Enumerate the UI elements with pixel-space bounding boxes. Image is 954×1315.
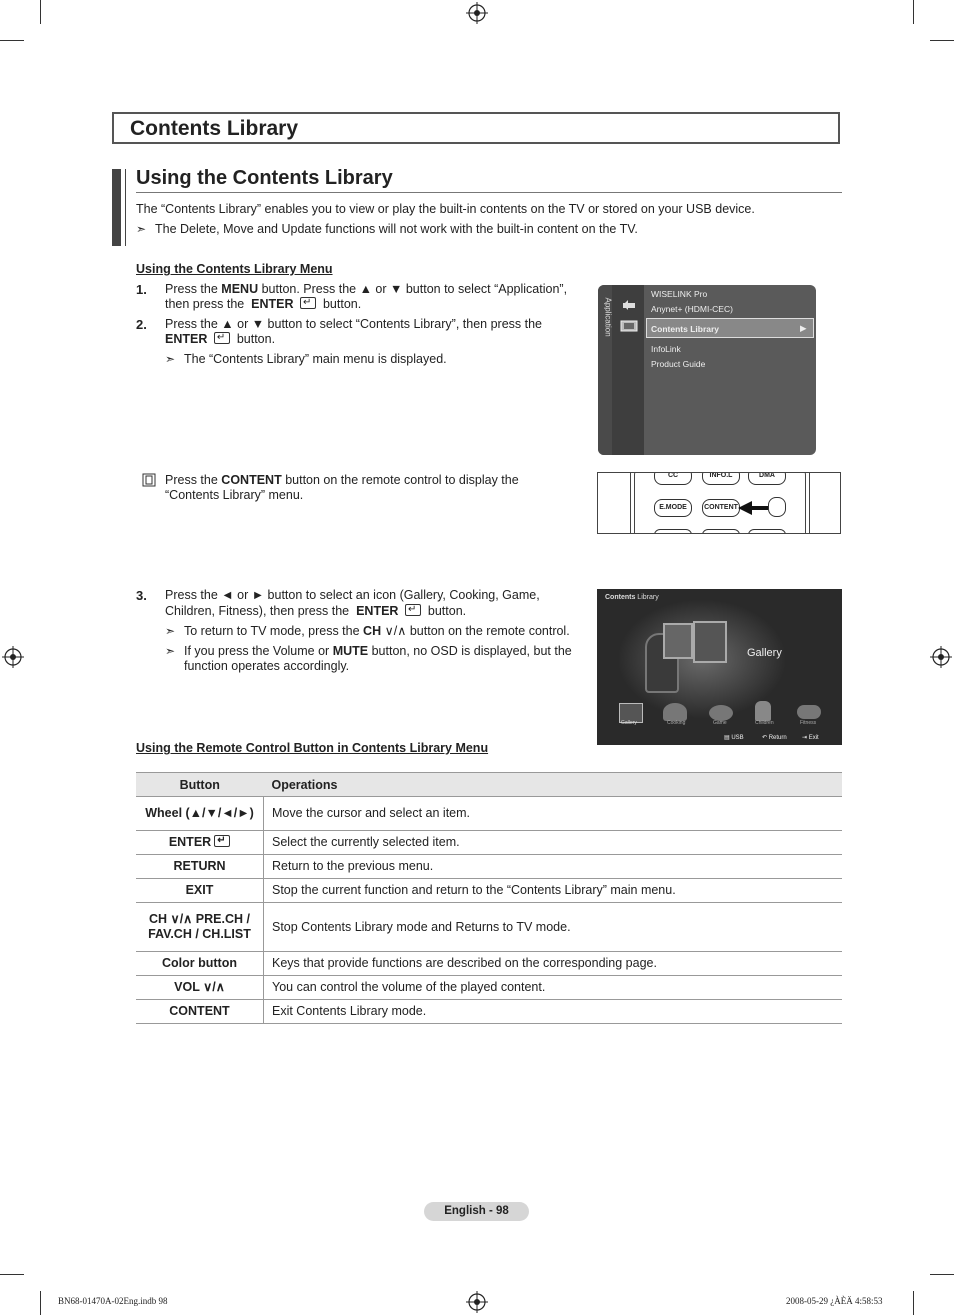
icon-label-fitness: Fitness bbox=[800, 720, 817, 726]
icon-label-children: Children bbox=[755, 720, 774, 726]
menu-heading: Using the Contents Library Menu bbox=[136, 262, 333, 276]
operation-cell: Stop the current function and return to the “Contents Library” main menu. bbox=[264, 879, 843, 903]
step1-text-b: button. Press the ▲ or ▼ button to select “Application”, bbox=[261, 282, 568, 296]
page-subtitle: Using the Contents Library bbox=[136, 167, 393, 189]
remote-control-image bbox=[597, 472, 841, 534]
remote-info-button[interactable]: INFO.L bbox=[702, 472, 740, 485]
crop-mark bbox=[913, 0, 914, 24]
table-row bbox=[136, 952, 842, 976]
enter-keyword: ENTER bbox=[356, 604, 399, 618]
remote-dma-button[interactable]: DMA bbox=[748, 472, 786, 485]
remote-emode-button[interactable]: E.MODE bbox=[654, 499, 692, 517]
operation-cell: Return to the previous menu. bbox=[264, 855, 843, 879]
remote-side-button[interactable] bbox=[768, 497, 786, 517]
table-row bbox=[136, 976, 842, 1000]
step-number: 3. bbox=[136, 588, 147, 603]
remote-button-table bbox=[136, 772, 842, 1024]
icon-label-gallery: Gallery bbox=[621, 720, 637, 726]
registration-mark-icon bbox=[466, 1291, 488, 1313]
table-row bbox=[136, 855, 842, 879]
subtitle-rule bbox=[136, 192, 842, 193]
remote-table-heading: Using the Remote Control Button in Contents Library Menu bbox=[136, 741, 489, 755]
return-hint-label: Return bbox=[768, 735, 787, 741]
crop-mark bbox=[0, 1274, 24, 1275]
crop-mark bbox=[930, 40, 954, 41]
icon-label-game: Game bbox=[713, 720, 727, 726]
cooking-icon[interactable] bbox=[663, 703, 687, 721]
tv-application-menu bbox=[598, 285, 816, 455]
remote-button-row bbox=[748, 529, 786, 534]
table-header-row bbox=[136, 773, 842, 797]
menu-item-wiselink[interactable]: WISELINK Pro bbox=[651, 289, 708, 299]
enter-icon bbox=[214, 332, 230, 344]
application-icon bbox=[620, 320, 638, 332]
step2-text-b: button. bbox=[236, 332, 276, 346]
content-keyword: CONTENT bbox=[221, 473, 282, 487]
button-cell: RETURN bbox=[136, 855, 264, 879]
content-note-text-b: button on the remote control to display the bbox=[285, 473, 519, 487]
usb-hint-label: USB bbox=[731, 735, 744, 741]
step1-line2 bbox=[165, 297, 361, 312]
step1-line1 bbox=[165, 282, 567, 297]
crop-mark bbox=[40, 1291, 41, 1315]
intro-note: The Delete, Move and Update functions will not work with the built-in content on the TV. bbox=[155, 222, 638, 236]
step3-note2 bbox=[184, 644, 572, 659]
page-number-badge: English - 98 bbox=[424, 1202, 529, 1221]
exit-hint bbox=[802, 734, 819, 741]
children-icon[interactable] bbox=[755, 701, 771, 721]
column-header-operations: Operations bbox=[264, 773, 843, 797]
exit-hint-label: Exit bbox=[808, 735, 819, 741]
button-cell bbox=[136, 831, 264, 855]
remote-button-row bbox=[654, 529, 692, 534]
step3-note2-b: button, no OSD is displayed, but the bbox=[371, 644, 572, 658]
operation-cell: Move the cursor and select an item. bbox=[264, 797, 843, 831]
button-cell: Color button bbox=[136, 952, 264, 976]
crop-mark bbox=[40, 0, 41, 24]
note-arrow-icon: ➣ bbox=[165, 624, 176, 638]
game-icon[interactable] bbox=[709, 705, 733, 721]
step3-note1-b: button on the remote control. bbox=[409, 624, 570, 638]
enter-icon bbox=[300, 297, 316, 309]
note-arrow-icon: ➣ bbox=[165, 644, 176, 658]
step-number: 1. bbox=[136, 282, 147, 297]
content-note-text-a: Press the bbox=[165, 473, 218, 487]
operation-cell: Exit Contents Library mode. bbox=[264, 1000, 843, 1024]
step-number: 2. bbox=[136, 317, 147, 332]
menu-item-arrow-icon: ▶ bbox=[800, 323, 807, 333]
step3-note2-line2: function operates accordingly. bbox=[184, 659, 350, 673]
exit-hint-icon: ⇥ bbox=[802, 735, 808, 741]
enter-icon bbox=[214, 835, 230, 847]
crop-mark bbox=[0, 40, 24, 41]
note-arrow-icon: ➣ bbox=[136, 222, 147, 236]
step3-line2 bbox=[165, 604, 466, 619]
column-header-button: Button bbox=[136, 773, 264, 797]
registration-mark-icon bbox=[2, 646, 24, 668]
menu-side-label: Application bbox=[603, 297, 613, 337]
enter-keyword: ENTER bbox=[165, 332, 208, 346]
input-icon bbox=[622, 299, 636, 311]
ch-keyword: CH bbox=[363, 624, 382, 638]
menu-item-infolink[interactable]: InfoLink bbox=[651, 344, 681, 354]
picture-frame-2 bbox=[693, 621, 727, 663]
contents-library-screen bbox=[597, 589, 842, 745]
section-title: Contents Library bbox=[130, 117, 299, 140]
table-row bbox=[136, 879, 842, 903]
table-row bbox=[136, 797, 842, 831]
step2-note: The “Contents Library” main menu is displayed. bbox=[184, 352, 447, 366]
step3-text-b: Children, Fitness), then press the bbox=[165, 604, 350, 618]
registration-mark-icon bbox=[466, 2, 488, 24]
screen-title-rest: Library bbox=[637, 594, 659, 601]
crop-mark bbox=[913, 1291, 914, 1315]
print-timestamp: 2008-05-29 ¿ÀÈÄ 4:58:53 bbox=[786, 1296, 883, 1306]
mute-keyword: MUTE bbox=[332, 644, 369, 658]
note-arrow-icon: ➣ bbox=[165, 352, 176, 366]
table-row bbox=[136, 903, 842, 952]
ch-up-down-icon: ∨/∧ bbox=[384, 624, 407, 638]
button-cell: CH ∨/∧ PRE.CH / FAV.CH / CH.LIST bbox=[136, 903, 264, 952]
menu-keyword: MENU bbox=[221, 282, 259, 296]
operation-cell: Stop Contents Library mode and Returns to TV mode. bbox=[264, 903, 843, 952]
fitness-icon[interactable] bbox=[797, 705, 821, 719]
registration-mark-icon bbox=[930, 646, 952, 668]
step3-note2-a: If you press the Volume or bbox=[184, 644, 330, 658]
step1-text-a: Press the bbox=[165, 282, 218, 296]
screen-title bbox=[605, 594, 659, 601]
button-cell-label: ENTER bbox=[168, 835, 212, 849]
return-hint bbox=[762, 734, 787, 741]
crop-mark bbox=[930, 1274, 954, 1275]
remote-button-row bbox=[702, 529, 740, 534]
button-cell: Wheel (▲/▼/◄/►) bbox=[136, 797, 264, 831]
pointer-arrow-icon bbox=[738, 499, 770, 517]
step2-line2 bbox=[165, 332, 275, 347]
button-cell: EXIT bbox=[136, 879, 264, 903]
enter-keyword: ENTER bbox=[251, 297, 294, 311]
step1-text-d: button. bbox=[322, 297, 362, 311]
return-hint-icon: ↶ bbox=[762, 735, 768, 741]
picture-frame-1 bbox=[663, 623, 693, 659]
step3-note1-a: To return to TV mode, press the bbox=[184, 624, 360, 638]
intro-text: The “Contents Library” enables you to view or play the built-in contents on the TV or stored on your USB device. bbox=[136, 202, 755, 216]
menu-item-product-guide[interactable]: Product Guide bbox=[651, 359, 706, 369]
step1-text-c: then press the bbox=[165, 297, 245, 311]
enter-icon bbox=[405, 604, 421, 616]
icon-label-cooking: Cooking bbox=[667, 720, 686, 726]
operation-cell: Select the currently selected item. bbox=[264, 831, 843, 855]
print-file-info: BN68-01470A-02Eng.indb 98 bbox=[58, 1296, 168, 1306]
section-header bbox=[112, 112, 840, 144]
selected-category-label: Gallery bbox=[747, 647, 782, 659]
remote-note-icon bbox=[142, 473, 156, 487]
step3-note1 bbox=[184, 624, 570, 639]
menu-item-contents-library[interactable]: Contents Library bbox=[651, 324, 720, 334]
usb-hint-icon: ▤ bbox=[724, 735, 730, 741]
menu-item-anynet[interactable]: Anynet+ (HDMI-CEC) bbox=[651, 304, 733, 314]
step3-line1: Press the ◄ or ► button to select an icon (Gallery, Cooking, Game, bbox=[165, 588, 540, 602]
content-note-line1 bbox=[165, 473, 519, 488]
content-note-line2: “Contents Library” menu. bbox=[165, 488, 304, 502]
operation-cell: Keys that provide functions are described on the corresponding page. bbox=[264, 952, 843, 976]
accent-bar-gap bbox=[121, 169, 125, 246]
button-cell: CONTENT bbox=[136, 1000, 264, 1024]
screen-title-bold: Contents bbox=[605, 594, 636, 601]
table-row bbox=[136, 831, 842, 855]
usb-hint bbox=[724, 734, 744, 741]
remote-content-button[interactable]: CONTENT bbox=[702, 499, 740, 517]
step3-text-c: button. bbox=[427, 604, 467, 618]
table-row bbox=[136, 1000, 842, 1024]
remote-cc-button[interactable]: CC bbox=[654, 472, 692, 485]
operation-cell: You can control the volume of the played content. bbox=[264, 976, 843, 1000]
button-cell: VOL ∨/∧ bbox=[136, 976, 264, 1000]
step2-line1: Press the ▲ or ▼ button to select “Contents Library”, then press the bbox=[165, 317, 543, 331]
